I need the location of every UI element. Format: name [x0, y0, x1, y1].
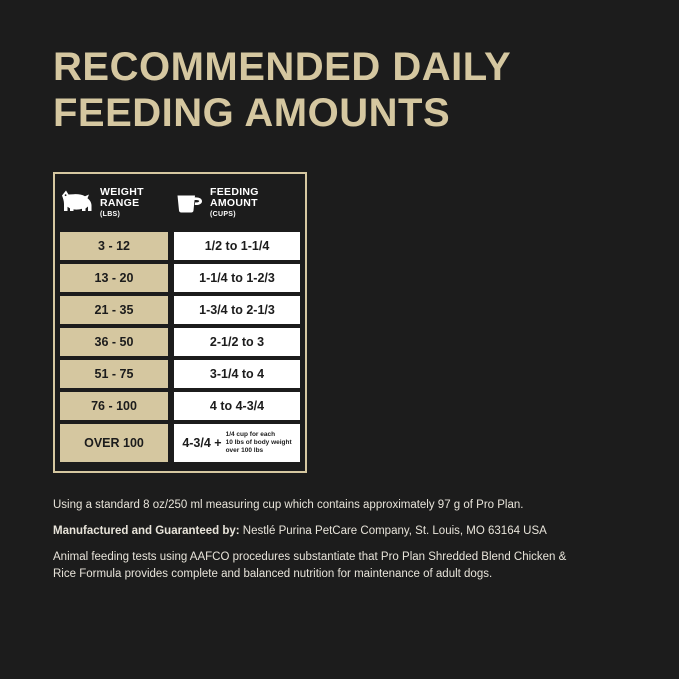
feeding-amount-value: 1-1/4 to 1-2/3	[174, 264, 300, 292]
table-row-over-100	[60, 424, 300, 462]
manufacturer-label: Manufactured and Guaranteed by:	[53, 525, 240, 537]
table-header-row	[60, 183, 300, 228]
aafco-statement	[53, 549, 641, 583]
feeding-table	[53, 172, 307, 473]
weight-range-value: 51 - 75	[60, 360, 168, 388]
weight-range-value: 76 - 100	[60, 392, 168, 420]
weight-range-value: 13 - 20	[60, 264, 168, 292]
header-amount-unit: (CUPS)	[210, 211, 236, 218]
page-title-line-2: FEEDING AMOUNTS	[53, 91, 451, 135]
feeding-amount-value-last	[174, 424, 300, 462]
feeding-amount-value: 4 to 4-3/4	[174, 392, 300, 420]
feeding-amount-note	[226, 431, 292, 455]
aafco-line-2: Rice Formula provides complete and balanced nutrition for maintenance of adult dogs.	[53, 568, 493, 580]
header-amount-line2: AMOUNT	[210, 197, 258, 209]
dog-silhouette-icon	[60, 189, 94, 218]
table-row	[60, 296, 300, 324]
weight-range-value: 36 - 50	[60, 328, 168, 356]
header-weight-label	[100, 187, 144, 220]
feeding-amount-value: 3-1/4 to 4	[174, 360, 300, 388]
header-amount-label	[210, 187, 259, 220]
feeding-amount-value: 2-1/2 to 3	[174, 328, 300, 356]
feeding-amount-value: 1/2 to 1-1/4	[174, 232, 300, 260]
manufacturer-value: Nestlé Purina PetCare Company, St. Louis, MO 63164 USA	[239, 525, 547, 537]
feeding-amount-value: 1-3/4 to 2-1/3	[174, 296, 300, 324]
table-row	[60, 264, 300, 292]
table-row	[60, 328, 300, 356]
header-weight-line2: RANGE	[100, 197, 140, 209]
header-weight-unit: (LBS)	[100, 211, 121, 218]
header-feeding-amount	[174, 183, 300, 228]
feeding-amount-note-line3: over 100 lbs	[225, 447, 264, 454]
weight-range-value: 21 - 35	[60, 296, 168, 324]
table-row	[60, 232, 300, 260]
feeding-amount-note-line2: 10 lbs of body weight	[225, 439, 292, 446]
aafco-line-1: Animal feeding tests using AAFCO procedures substantiate that Pro Plan Shredded Blend Chicken &	[53, 551, 567, 563]
header-weight-range	[60, 183, 168, 228]
header-weight-line1: WEIGHT	[100, 186, 144, 198]
cup-note: Using a standard 8 oz/250 ml measuring cup which contains approximately 97 g of Pro Plan.	[53, 499, 524, 511]
header-amount-line1: FEEDING	[210, 186, 259, 198]
table-row	[60, 392, 300, 420]
weight-range-value: 3 - 12	[60, 232, 168, 260]
manufacturer-line	[53, 523, 641, 540]
footnotes	[53, 497, 641, 583]
feeding-amount-note-line1: 1/4 cup for each	[225, 431, 276, 438]
table-row	[60, 360, 300, 388]
feeding-amount-base: 4-3/4 +	[182, 436, 222, 450]
measuring-cup-icon	[174, 188, 204, 219]
page-title-line-1: RECOMMENDED DAILY	[53, 45, 512, 89]
page-title	[53, 44, 633, 136]
weight-range-value: OVER 100	[60, 424, 168, 462]
